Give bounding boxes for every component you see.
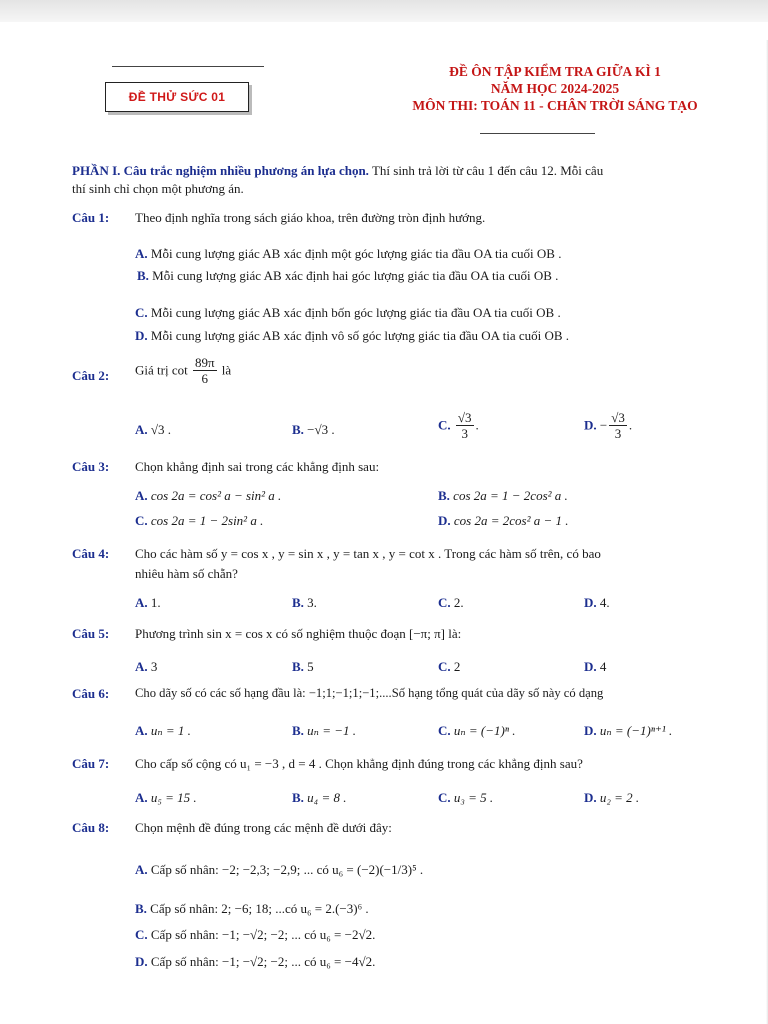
question-3-label: Câu 3: [72,459,110,474]
option-label: B. [438,488,450,503]
option-label: A. [135,790,148,805]
question-5-option-d[interactable] [584,659,606,675]
school-year: NĂM HỌC 2024-2025 [490,81,620,96]
option-label: A. [135,246,148,261]
option-text: uₙ = −1 . [307,723,356,738]
fraction-denominator: 3 [614,426,622,441]
question-8-option-b[interactable] [135,901,369,917]
option-label: A. [135,488,148,503]
option-text: u₅ = 15 . [150,790,197,805]
question-7-option-b[interactable] [292,790,346,806]
question-7-option-a[interactable] [135,790,197,806]
question-3-text: Chọn khẳng định sai trong các khẳng định sau: [135,459,380,474]
option-label: A. [135,723,148,738]
option-text: Cấp số nhân: 2; −6; 18; ...có u₆ = 2.(−3)⁶ . [150,901,369,916]
option-text: 4 [599,659,607,674]
option-label: A. [135,595,148,610]
question-6-label: Câu 6: [72,686,110,701]
option-text: Cấp số nhân: −2; −2,3; −2,9; ... có u₆ = (−2)(−1/3)⁵ . [150,862,424,877]
option-label: D. [438,513,451,528]
question-2-option-c[interactable] [438,410,479,441]
question-2-text [135,355,231,386]
option-text: 1. [150,595,161,610]
option-label: C. [438,659,451,674]
option-label: C. [135,305,148,320]
option-text: Mỗi cung lượng giác AB xác định vô số góc lượng giác tia đầu OA tia cuối OB . [150,328,570,343]
option-text: u₃ = 5 . [453,790,494,805]
question-6-option-c[interactable] [438,723,515,739]
option-fraction [609,410,627,441]
part-instruction [72,162,603,180]
option-label: C. [135,513,148,528]
fraction-numerator: √3 [457,410,472,425]
question-6-option-d[interactable] [584,723,672,739]
question-4-label: Câu 4: [72,546,110,561]
option-text: cos 2a = 1 − 2cos² a . [453,488,568,503]
question-5-option-a[interactable] [135,659,157,675]
question-3-option-d[interactable] [438,513,569,529]
question-1-option-d[interactable] [135,328,569,344]
question-3-option-c[interactable] [135,513,263,529]
fraction-numerator: 89π [194,355,215,370]
question-8-option-a[interactable] [135,862,423,878]
option-label: C. [438,417,451,433]
option-label: A. [135,659,148,674]
option-text: 2. [453,595,464,610]
browser-top-bar [0,0,768,22]
option-text: uₙ = (−1)ⁿ⁺¹ . [599,723,673,738]
question-8-option-c[interactable] [135,927,375,943]
question-3-option-b[interactable] [438,488,568,504]
option-text: Cấp số nhân: −1; −√2; −2; ... có u₆ = −2√2. [150,927,376,942]
question-2-option-a[interactable] [135,422,171,438]
option-text: √3 . [150,422,172,437]
question-4-option-d[interactable] [584,595,610,611]
header-rule-right [480,133,595,134]
option-label: C. [135,927,148,942]
question-6-text: Cho dãy số có các số hạng đầu là: −1;1;−1;1;−1;....Số hạng tổng quát của dãy số này có dạng [135,686,604,700]
option-label: C. [438,723,451,738]
question-4-text: Cho các hàm số y = cos x , y = sin x , y = tan x , y = cot x . Trong các hàm số trên, có bao [135,546,601,561]
option-label: B. [292,422,304,437]
question-5-label: Câu 5: [72,626,110,641]
question-5-option-c[interactable] [438,659,460,675]
option-text: Mỗi cung lượng giác AB xác định bốn góc lượng giác tia đầu OA tia cuối OB . [150,305,561,320]
option-label: C. [438,790,451,805]
option-text: u₄ = 8 . [307,790,347,805]
question-5-option-b[interactable] [292,659,314,675]
question-1-option-b[interactable] [137,268,558,284]
question-8-label: Câu 8: [72,820,110,835]
option-label: D. [584,417,597,433]
question-7-option-c[interactable] [438,790,493,806]
question-1-text: Theo định nghĩa trong sách giáo khoa, trên đường tròn định hướng. [135,210,486,225]
question-7-label: Câu 7: [72,756,110,771]
question-2-pre: Giá trị cot [135,362,188,378]
header-rule-left [112,66,264,67]
option-text: Mỗi cung lượng giác AB xác định một góc lượng giác tia đầu OA tia cuối OB . [150,246,562,261]
fraction-denominator: 3 [461,426,468,441]
question-2-option-b[interactable] [292,422,335,438]
subject-line: MÔN THI: TOÁN 11 - CHÂN TRỜI SÁNG TẠO [412,98,698,113]
option-text: cos 2a = 2cos² a − 1 . [453,513,569,528]
option-label: B. [135,901,147,916]
question-2-label: Câu 2: [72,368,110,383]
option-label: D. [584,723,597,738]
question-8-text: Chọn mệnh đề đúng trong các mệnh đề dưới đây: [135,820,392,835]
question-6-option-b[interactable] [292,723,356,739]
option-post: . [628,417,633,433]
question-1-option-a[interactable] [135,246,561,262]
question-4-option-c[interactable] [438,595,464,611]
question-6-option-a[interactable] [135,723,191,739]
option-text: uₙ = 1 . [150,723,191,738]
question-1-label: Câu 1: [72,210,110,225]
option-label: B. [137,268,149,283]
question-4-option-a[interactable] [135,595,161,611]
option-label: D. [584,595,597,610]
option-text: Cấp số nhân: −1; −√2; −2; ... có u₆ = −4√2. [150,954,376,969]
option-label: A. [135,422,148,437]
part-title: PHẦN I. Câu trắc nghiệm nhiều phương án lựa chọn. [72,163,369,178]
option-text: Mỗi cung lượng giác AB xác định hai góc lượng giác tia đầu OA tia cuối OB . [152,268,559,283]
option-text: 5 [307,659,314,674]
option-text: 2 [453,659,461,674]
option-text: cos 2a = cos² a − sin² a . [150,488,282,503]
option-label: B. [292,595,304,610]
option-pre: − [599,417,608,433]
option-text: uₙ = (−1)ⁿ . [453,723,516,738]
option-text: 3. [307,595,317,610]
option-label: B. [292,723,304,738]
question-1-option-c[interactable] [135,305,561,321]
option-fraction [456,410,474,441]
option-label: D. [584,659,597,674]
question-4-option-b[interactable] [292,595,317,611]
exam-title: ĐỀ ÔN TẬP KIỂM TRA GIỮA KÌ 1 [449,64,661,79]
question-4-text-line2: nhiêu hàm số chẵn? [135,566,238,581]
option-label: C. [438,595,451,610]
option-post: . [475,417,479,433]
part-instruction-text: Thí sinh trả lời từ câu 1 đến câu 12. Mỗi câu [368,163,604,178]
question-2-fraction [193,355,217,386]
option-text: cos 2a = 1 − 2sin² a . [150,513,264,528]
question-2-option-d[interactable] [584,410,632,441]
question-7-option-d[interactable] [584,790,639,806]
option-label: D. [584,790,597,805]
option-label: A. [135,862,148,877]
option-label: D. [135,954,148,969]
fraction-numerator: √3 [611,410,625,425]
option-label: D. [135,328,148,343]
part-instruction-line2: thí sinh chỉ chọn một phương án. [72,181,244,196]
fraction-denominator: 6 [201,371,208,386]
option-text: −√3 . [307,422,335,437]
question-8-option-d[interactable] [135,954,375,970]
question-2-post: là [221,362,232,378]
test-badge: ĐỀ THỬ SỨC 01 [105,82,249,112]
option-text: 4. [599,595,610,610]
option-label: B. [292,659,304,674]
question-5-text: Phương trình sin x = cos x có số nghiệm thuộc đoạn [−π; π] là: [135,626,462,641]
option-label: B. [292,790,304,805]
question-3-option-a[interactable] [135,488,281,504]
option-text: u₂ = 2 . [599,790,640,805]
question-7-text: Cho cấp số cộng có u₁ = −3 , d = 4 . Chọn khẳng định đúng trong các khẳng định sau? [135,756,583,771]
option-text: 3 [150,659,158,674]
